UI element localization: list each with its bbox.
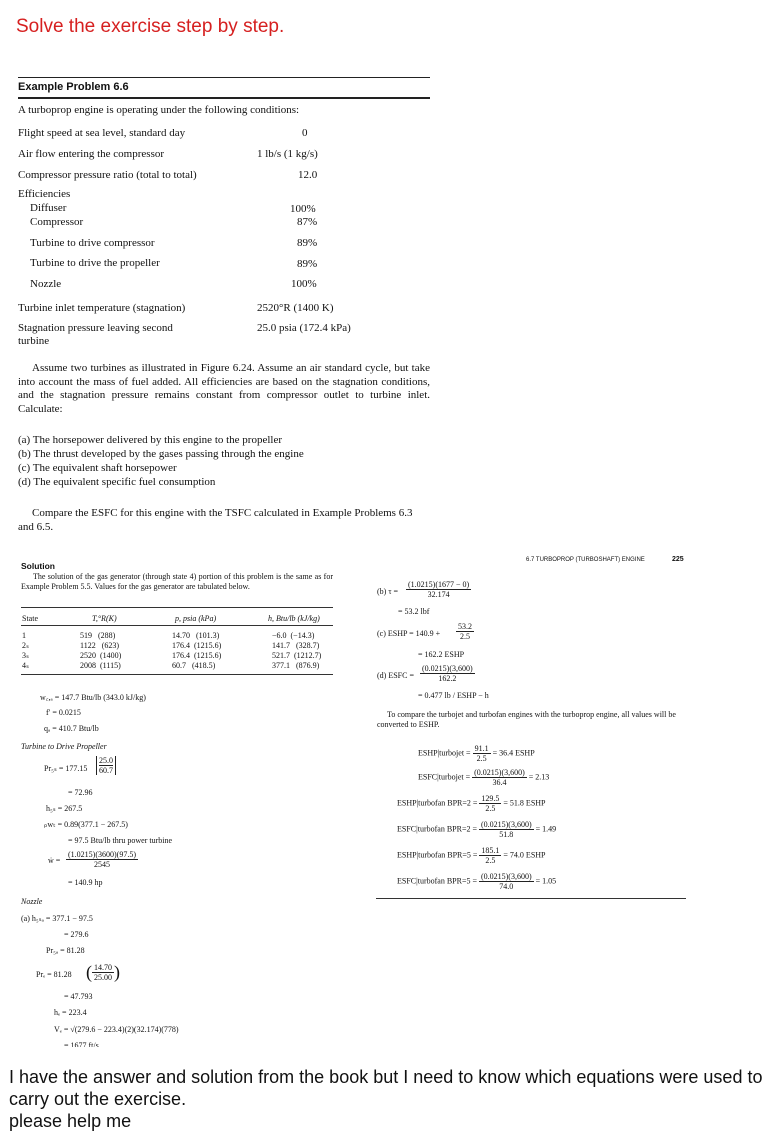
efficiency-value: 100% [290,203,316,215]
nozzle-step: Pr₅ₐ = 81.28 [46,946,85,955]
hp-result: = 140.9 hp [68,878,103,887]
pr5-num: 25.0 [99,756,113,765]
table-cell: 3ₛ [22,651,29,660]
comparison-lhs: ESFC|turbojet = [418,772,471,782]
table-cell: −6.0 (−14.3) [272,631,315,640]
comparison-lhs: ESFC|turbofan BPR=5 = [397,876,477,886]
hp-den: 2545 [93,860,110,869]
question-item: (c) The equivalent shaft horsepower [18,462,177,474]
turbine-work: ₚwₜ = 0.89(377.1 − 267.5) [44,820,128,829]
prompt-question: I have the answer and solution from the book but I need to know which equations were used to carry out the exercise. please help me [9,1067,763,1131]
pr5-result: = 72.96 [68,788,93,797]
efficiencies-label: Efficiencies [18,188,71,200]
table-cell: 519 (288) [80,631,116,640]
table-header: p, psia (kPa) [175,614,217,623]
page-bottom-rule [376,898,686,899]
efficiency-value: 87% [297,216,318,228]
esfc-lhs: (d) ESFC = [377,671,414,680]
stagnation-label-cont: turbine [18,335,50,347]
comparison-row [418,744,535,763]
table-cell: 521.7 (1212.7) [272,651,322,660]
esfc-den: 162.2 [438,674,457,683]
eshp-fraction [456,622,474,641]
question-item: (a) The horsepower delivered by this engine to the propeller [18,434,283,446]
comparison-row [397,872,556,891]
comparison-lhs: ESHP|turbofan BPR=2 = [397,798,478,808]
question-item: (d) The equivalent specific fuel consumption [18,476,216,488]
efficiency-label: Compressor [30,216,84,228]
comparison-num: (0.0215)(3,600) [480,820,532,829]
table-cell: 1122 (623) [80,641,120,650]
pr5-lhs: Pr₅ₛ = 177.15 [44,764,88,773]
page-number: 225 [672,556,684,563]
table-rule-bottom [21,674,333,675]
hp-lhs: ẇ = [48,856,61,865]
nozzle-step: = 279.6 [64,930,89,939]
eshp-lhs: (c) ESHP = 140.9 + [377,629,441,638]
prompt-heading: Solve the exercise step by step. [16,16,285,37]
eshp-num: 53.2 [458,622,472,631]
comparison-num: 129.5 [481,794,500,803]
comparison-result: = 51.8 ESHP [503,798,546,808]
table-rule-top [21,607,333,608]
efficiency-value: 100% [291,278,317,290]
comparison-result: = 74.0 ESHP [503,850,546,860]
condition-label: Air flow entering the compressor [18,148,165,160]
efficiency-label: Nozzle [30,278,62,290]
condition-value: 0 [302,127,308,139]
stagnation-value: 25.0 psia (172.4 kPa) [257,322,351,334]
comparison-row [397,846,546,865]
condition-label: Flight speed at sea level, standard day [18,127,186,139]
comparison-num: 185.1 [481,846,500,855]
comparison-lhs: ESFC|turbofan BPR=2 = [397,824,477,834]
table-cell: 14.70 (101.3) [172,631,220,640]
nozzle-ratio-num: 14.70 [94,963,112,972]
thrust-den: 32.174 [427,590,450,599]
nozzle-step: = 47.793 [64,992,93,1001]
esfc-num: (0.0215)(3,600) [422,664,473,673]
comparison-lhs: ESHP|turbojet = [418,748,471,758]
table-cell: 1 [22,631,26,640]
solution-heading: Solution [21,561,55,571]
efficiency-value: 89% [297,237,318,249]
condition-value: 12.0 [298,169,318,181]
pr5-ratio [96,756,116,775]
problem-intro: A turboprop engine is operating under the following conditions: [18,104,300,116]
nozzle-pre-ratio: ( $\frac{14.70}{25.00}$ ) [86,962,120,982]
turbine-work-result: = 97.5 Btu/lb thru power turbine [68,836,173,845]
comparison-result: = 36.4 ESHP [492,748,535,758]
example-title: Example Problem 6.6 [18,81,129,93]
comparison-den: 51.8 [499,830,514,839]
table-header: State [22,614,38,623]
comparison-row [397,794,546,813]
compare-paragraph: Compare the ESFC for this engine with the TSFC calculated in Example Problems 6.3 and 6.5. [18,507,413,533]
comparison-den: 2.5 [485,804,496,813]
table-cell: 141.7 (328.7) [272,641,320,650]
comparison-result: = 1.05 [535,876,557,886]
comparison-den: 74.0 [499,882,514,891]
assumptions-paragraph: Assume two turbines as illustrated in Figure 6.24. Assume an air standard cycle, but take into account the mass of fuel added. All efficiencies are based on the stagnation conditions, and the stagnation pressure remains constant from compressor outlet to turbine inlet. Calculate: [18,362,430,415]
efficiency-label: Turbine to drive compressor [30,237,155,249]
comparison-result: = 1.49 [535,824,557,834]
comparison-num: (0.0215)(3,600) [474,768,525,777]
comparison-lhs: ESHP|turbofan BPR=5 = [397,850,478,860]
table-cell: 2008 (1115) [80,661,121,670]
comparison-result: = 2.13 [528,772,550,782]
esfc-fraction [420,664,475,683]
eshp-result: = 162.2 ESHP [418,650,465,659]
pr5-den: 60.7 [99,766,113,775]
efficiency-label: Turbine to drive the propeller [30,257,160,269]
stagnation-label: Stagnation pressure leaving second [18,322,173,334]
table-rule-mid [21,625,333,626]
nozzle-ratio-den: 25.00 [94,973,112,982]
table-cell: 377.1 (876.9) [272,661,320,670]
solution-intro: The solution of the gas generator (through state 4) portion of this problem is the same as for Example Problem 5.5. Values for the gas generator are tabulated below. [21,572,333,591]
comparison-row [418,768,549,787]
comparison-den: 2.5 [476,754,487,763]
nozzle-pre-lhs: Prₑ = 81.28 [36,970,72,979]
table-header: T,°R(K) [92,614,117,623]
nozzle-heading: Nozzle [21,897,43,906]
page-running-header: 6.7 TURBOPROP (TURBOSHAFT) ENGINE [526,557,645,563]
nozzle-step: (a) h₅ₛₐ = 377.1 − 97.5 [21,914,93,923]
thrust-result: = 53.2 lbf [398,607,430,616]
comparison-den: 36.4 [492,778,507,787]
top-rule [18,77,430,78]
heat-added: qₐ = 410.7 Btu/lb [44,724,99,733]
table-cell: 2520 (1400) [80,651,122,660]
tit-label: Turbine inlet temperature (stagnation) [18,302,186,314]
condition-value: 1 lb/s (1 kg/s) [257,148,318,160]
comparison-num: 91.1 [474,744,489,753]
hp-num: (1.0215)(3600)(97.5) [68,850,136,859]
question-item: (b) The thrust developed by the gases passing through the engine [18,448,304,460]
nozzle-step: hₑ = 223.4 [54,1008,87,1017]
h5-value: h₅ₛ = 267.5 [46,804,83,813]
efficiency-label: Diffuser [30,202,67,214]
comparison-row [397,820,556,839]
title-rule [18,97,430,99]
table-header: h, Btu/lb (kJ/kg) [268,614,320,623]
comparison-den: 2.5 [485,856,496,865]
exit-velocity: Vₑ = √(279.6 − 223.4)(2)(32.174)(778) [54,1025,179,1034]
condition-label: Compressor pressure ratio (total to total) [18,169,197,181]
table-cell: 2ₛ [22,641,29,650]
fuel-air-ratio: f′ = 0.0215 [46,708,81,717]
efficiency-value: 89% [297,258,318,270]
table-cell: 176.4 (1215.6) [172,641,222,650]
work-compressor: w꜀,ₐ = 147.7 Btu/lb (343.0 kJ/kg) [40,693,146,702]
esfc-result: = 0.477 lb / ESHP − h [418,691,489,700]
table-cell: 176.4 (1215.6) [172,651,222,660]
thrust-num: (1.0215)(1677 − 0) [408,580,470,589]
table-cell: 4ₛ [22,661,29,670]
compare-note: To compare the turbojet and turbofan engines with the turboprop engine, all values will be converted to ESHP. [377,710,676,729]
thrust-fraction [406,580,471,599]
tit-value: 2520°R (1400 K) [257,302,334,314]
thrust-lhs: (b) τ = [377,587,399,596]
exit-velocity-result: = 1677 ft/s [64,1041,99,1047]
table-cell: 60.7 (418.5) [172,661,216,670]
turbine-heading: Turbine to Drive Propeller [21,742,107,751]
eshp-den: 2.5 [460,632,470,641]
comparison-num: (0.0215)(3,600) [480,872,532,881]
hp-fraction [66,850,138,869]
